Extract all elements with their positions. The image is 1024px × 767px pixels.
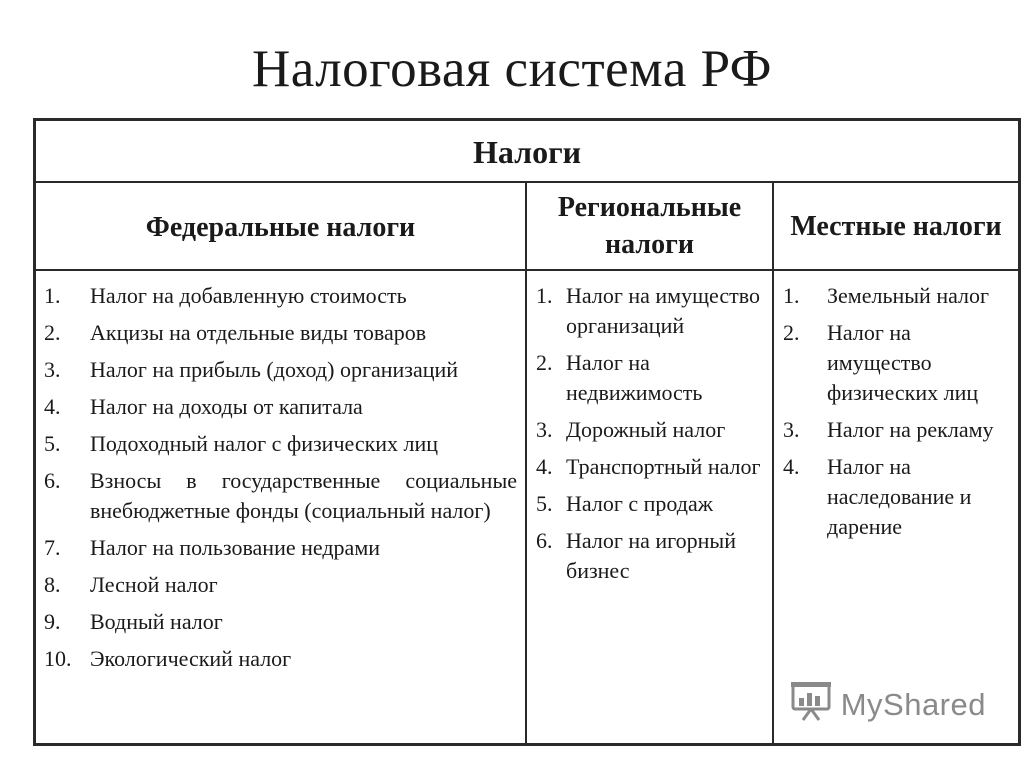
item-number: 3. xyxy=(536,417,553,442)
list-item xyxy=(527,281,772,341)
item-number: 6. xyxy=(536,528,553,553)
item-number: 6. xyxy=(44,468,61,493)
list-item xyxy=(527,348,772,408)
item-text: Налог на рекламу xyxy=(827,417,994,442)
item-text: Акцизы на отдельные виды товаров xyxy=(90,320,427,345)
list-item xyxy=(36,607,525,637)
item-text: Налог на наследование и дарение xyxy=(827,454,972,539)
item-number: 2. xyxy=(783,320,800,345)
list-item xyxy=(36,570,525,600)
federal-column xyxy=(36,183,527,743)
item-text: Транспортный налог xyxy=(566,454,761,479)
list-item xyxy=(36,281,525,311)
list-item xyxy=(527,526,772,586)
list-item xyxy=(36,392,525,422)
item-text: Налог на недвижимость xyxy=(566,350,703,405)
item-text: Земельный налог xyxy=(827,283,990,308)
item-text: Налог на доходы от капитала xyxy=(90,394,363,419)
page-title: Налоговая система РФ xyxy=(251,40,773,98)
local-heading: Местные налоги xyxy=(774,183,1018,271)
item-number: 4. xyxy=(536,454,553,479)
item-number: 2. xyxy=(44,320,61,345)
list-item xyxy=(527,452,772,482)
federal-list xyxy=(36,281,525,674)
item-number: 5. xyxy=(536,491,553,516)
table-header: Налоги xyxy=(36,121,1018,183)
list-item xyxy=(527,489,772,519)
item-text: Экологический налог xyxy=(90,646,292,671)
item-text: Налог на имущество организаций xyxy=(566,283,760,338)
list-item xyxy=(36,355,525,385)
item-number: 5. xyxy=(44,431,61,456)
item-text: Налог с продаж xyxy=(566,491,713,516)
list-item xyxy=(774,452,1018,542)
item-number: 3. xyxy=(44,357,61,382)
regional-list xyxy=(527,281,772,586)
item-number: 3. xyxy=(783,417,800,442)
regional-heading: Региональные налоги xyxy=(527,183,772,271)
watermark-text: MyShared xyxy=(840,687,986,722)
presentation-board-icon xyxy=(789,681,841,729)
item-number: 4. xyxy=(44,394,61,419)
local-column xyxy=(774,183,1018,743)
list-item xyxy=(774,281,1018,311)
tax-table xyxy=(33,118,1021,746)
list-item xyxy=(774,318,1018,408)
item-text: Взносы в государственные социальные внебюджетные фонды (социальный налог) xyxy=(90,468,517,523)
item-number: 7. xyxy=(44,535,61,560)
item-number: 2. xyxy=(536,350,553,375)
list-item xyxy=(36,533,525,563)
item-text: Налог на имущество физических лиц xyxy=(827,320,979,405)
list-item xyxy=(36,429,525,459)
list-item xyxy=(36,318,525,348)
item-number: 1. xyxy=(536,283,553,308)
list-item xyxy=(774,415,1018,445)
item-number: 1. xyxy=(783,283,800,308)
item-text: Налог на добавленную стоимость xyxy=(90,283,407,308)
item-number: 9. xyxy=(44,609,61,634)
list-item xyxy=(527,415,772,445)
myshared-watermark xyxy=(789,681,986,729)
item-text: Водный налог xyxy=(90,609,223,634)
regional-column xyxy=(527,183,774,743)
item-number: 8. xyxy=(44,572,61,597)
item-text: Подоходный налог с физических лиц xyxy=(90,431,439,456)
item-text: Налог на пользование недрами xyxy=(90,535,381,560)
local-list xyxy=(774,281,1018,542)
item-text: Налог на прибыль (доход) организаций xyxy=(90,357,459,382)
item-text: Лесной налог xyxy=(90,572,218,597)
item-number: 1. xyxy=(44,283,61,308)
item-text: Дорожный налог xyxy=(566,417,726,442)
list-item xyxy=(36,466,525,526)
item-number: 10. xyxy=(44,646,72,671)
federal-heading: Федеральные налоги xyxy=(36,183,525,271)
list-item xyxy=(36,644,525,674)
item-text: Налог на игорный бизнес xyxy=(566,528,736,583)
item-number: 4. xyxy=(783,454,800,479)
